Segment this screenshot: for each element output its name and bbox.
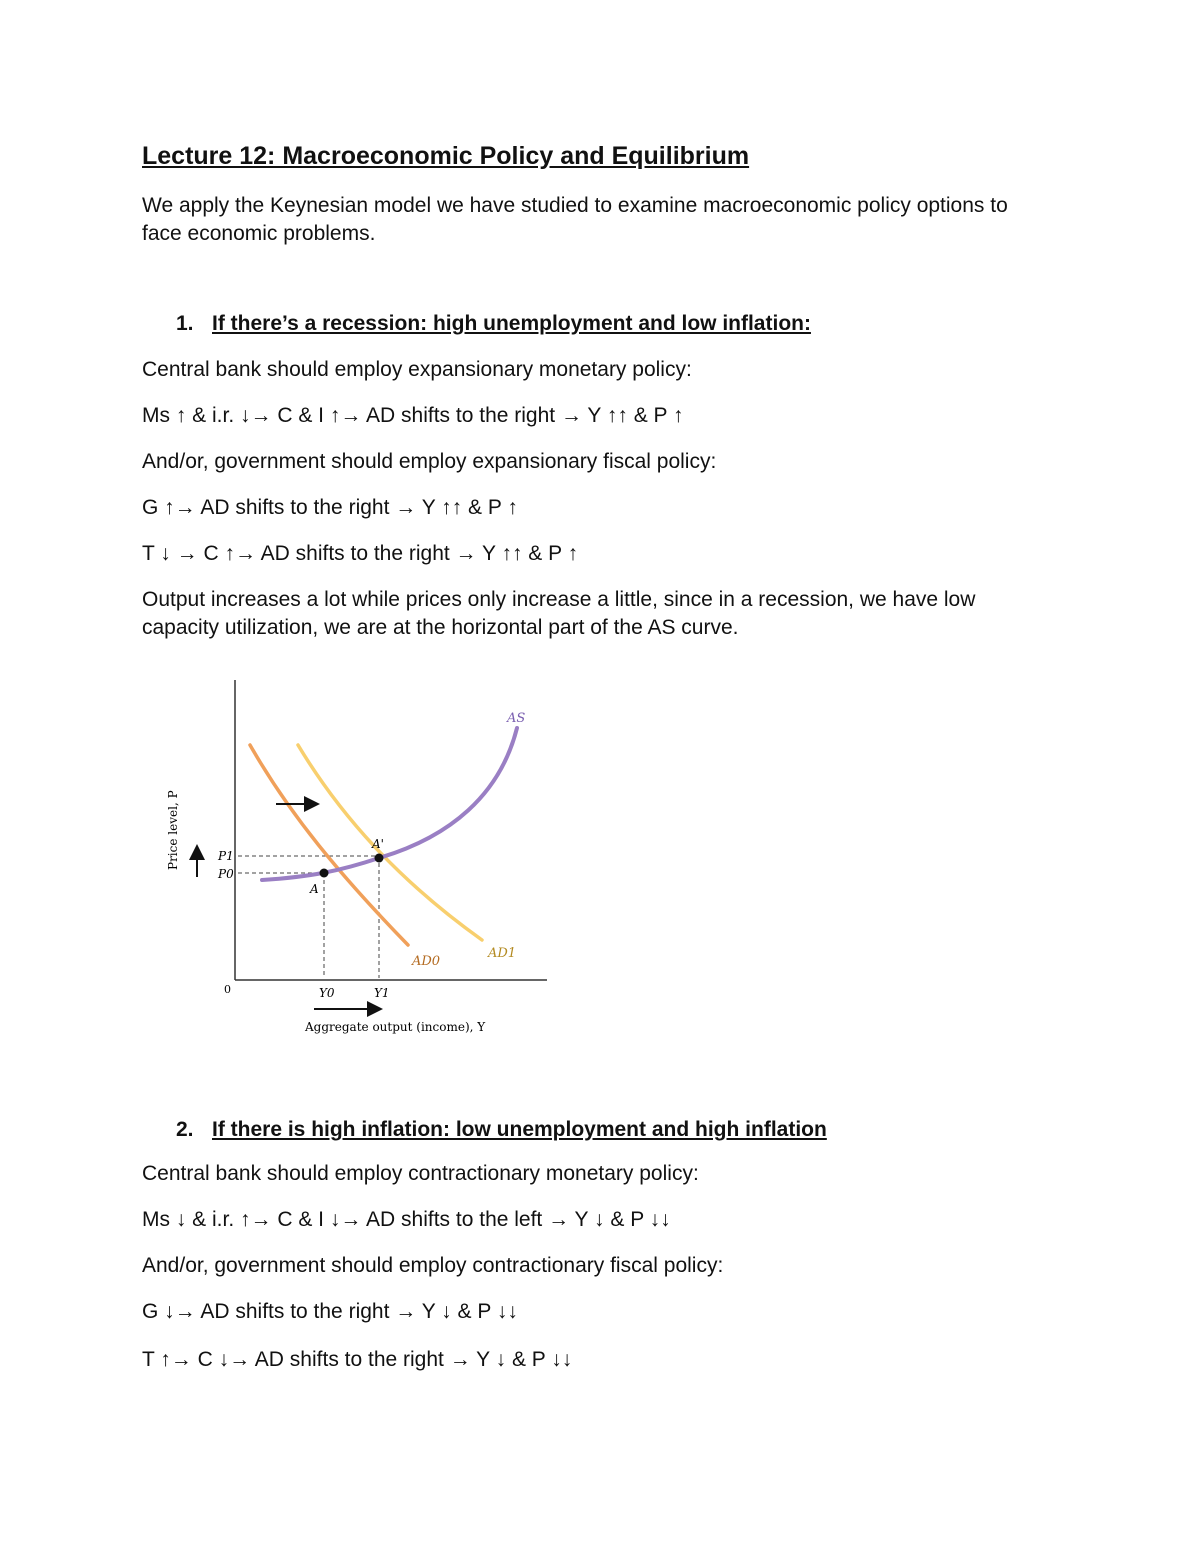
section1-line: And/or, government should employ expansionary fiscal policy: — [142, 450, 717, 473]
section1-line: G ↑→ AD shifts to the right → Y ↑↑ & P ↑ — [142, 496, 518, 519]
ad1-label: AD1 — [488, 946, 517, 961]
as-ad-chart — [150, 665, 560, 1045]
section1-line: Central bank should employ expansionary monetary policy: — [142, 358, 692, 381]
section1-heading — [176, 310, 811, 338]
section2-number: 2. — [176, 1118, 194, 1141]
intro-paragraph: We apply the Keynesian model we have studied to examine macroeconomic policy options to face economic problems. — [142, 194, 1008, 245]
ad0-label: AD0 — [412, 954, 441, 969]
page-title: Lecture 12: Macroeconomic Policy and Equilibrium — [142, 142, 750, 170]
x-tick-y0: Y0 — [319, 986, 335, 1000]
section2-line: G ↓→ AD shifts to the right → Y ↓ & P ↓↓ — [142, 1300, 518, 1323]
x-tick-y1: Y1 — [374, 986, 390, 1000]
origin-label: 0 — [224, 983, 231, 996]
as-label: AS — [507, 711, 526, 726]
section1-line: Ms ↑ & i.r. ↓→ C & I ↑→ AD shifts to the right → Y ↑↑ & P ↑ — [142, 404, 684, 427]
section1-conclusion: Output increases a lot while prices only increase a little, since in a recession, we have low capacity utilization, we are at the horizontal part of the AS curve. — [142, 588, 976, 639]
y-tick-p1: P1 — [218, 849, 234, 863]
point-a-prime-label: A' — [372, 837, 384, 851]
ad1-curve — [298, 745, 482, 940]
y-axis-label: Price level, P — [166, 790, 180, 870]
section2-line: Central bank should employ contractionary monetary policy: — [142, 1162, 699, 1185]
ad0-curve — [250, 745, 408, 945]
point-a-label: A — [310, 882, 319, 896]
point-a — [320, 869, 329, 878]
point-a-prime — [375, 854, 384, 863]
section1-heading-text: If there’s a recession: high unemployment and low inflation: — [212, 312, 811, 335]
x-axis-label: Aggregate output (income), Y — [305, 1020, 486, 1034]
section2-line: T ↑→ C ↓→ AD shifts to the right → Y ↓ & P ↓↓ — [142, 1348, 573, 1371]
y-tick-p0: P0 — [218, 867, 234, 881]
section1-number: 1. — [176, 312, 194, 335]
section1-line: T ↓ → C ↑→ AD shifts to the right → Y ↑↑ & P ↑ — [142, 542, 579, 565]
section2-line: And/or, government should employ contractionary fiscal policy: — [142, 1254, 724, 1277]
section2-heading-text: If there is high inflation: low unemployment and high inflation — [212, 1118, 827, 1141]
section2-heading — [176, 1116, 827, 1144]
section2-line: Ms ↓ & i.r. ↑→ C & I ↓→ AD shifts to the left → Y ↓ & P ↓↓ — [142, 1208, 671, 1231]
